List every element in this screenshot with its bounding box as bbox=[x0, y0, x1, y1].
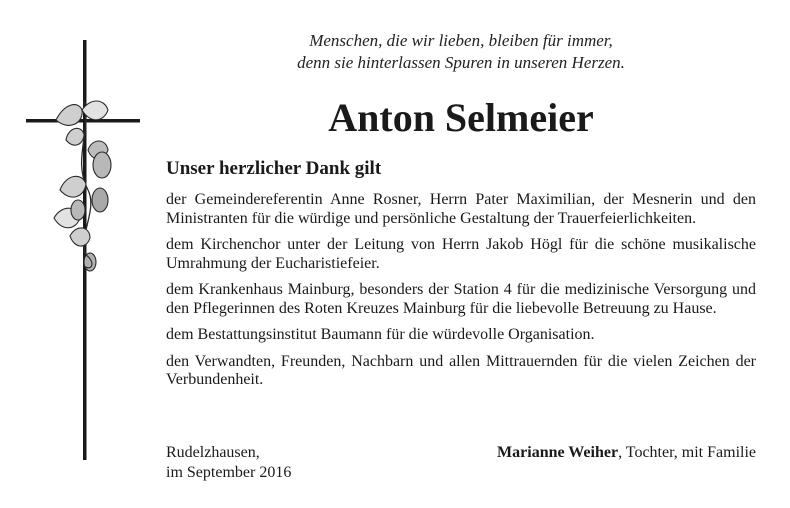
thanks-paragraph: dem Krankenhaus Mainburg, besonders der Station 4 für die medizinische Versorgung und den Pflegerinnen des Roten Kreuzes Mainburg für die liebevolle Betreuung zu Hause. bbox=[166, 281, 756, 317]
place-and-date bbox=[166, 443, 291, 483]
quote-line-2: denn sie hinterlassen Spuren in unseren Herzen. bbox=[297, 53, 625, 72]
thanks-paragraph: dem Bestattungsinstitut Baumann für die würdevolle Organisation. bbox=[166, 326, 595, 343]
thanks-paragraph: den Verwandten, Freunden, Nachbarn und allen Mittrauernden für die vielen Zeichen der Verbundenheit. bbox=[166, 352, 756, 388]
place: Rudelzhausen, bbox=[166, 444, 260, 461]
cross-icon bbox=[26, 40, 146, 460]
signer-name: Marianne Weiher bbox=[497, 444, 619, 461]
signature bbox=[497, 443, 756, 463]
thanks-paragraph: der Gemeindereferentin Anne Rosner, Herrn Pater Maximilian, der Mesnerin und den Ministranten für die würdige und persönliche Gestaltung der Trauerfeierlichkeiten. bbox=[166, 191, 756, 227]
thanks-heading: Unser herzlicher Dank gilt bbox=[166, 158, 382, 179]
date: im September 2016 bbox=[166, 464, 292, 481]
thanks-paragraph: dem Kirchenchor unter der Leitung von Herrn Jakob Högl für die schöne musikalische Umrahmung der Eucharistiefeier. bbox=[166, 236, 756, 272]
memorial-quote bbox=[166, 30, 756, 74]
quote-line-1: Menschen, die wir lieben, bleiben für immer, bbox=[309, 31, 613, 50]
hop-vine-icon bbox=[54, 101, 111, 271]
thanks-list bbox=[166, 191, 756, 390]
deceased-name: Anton Selmeier bbox=[328, 95, 594, 140]
signer-relation: , Tochter, mit Familie bbox=[618, 444, 756, 461]
